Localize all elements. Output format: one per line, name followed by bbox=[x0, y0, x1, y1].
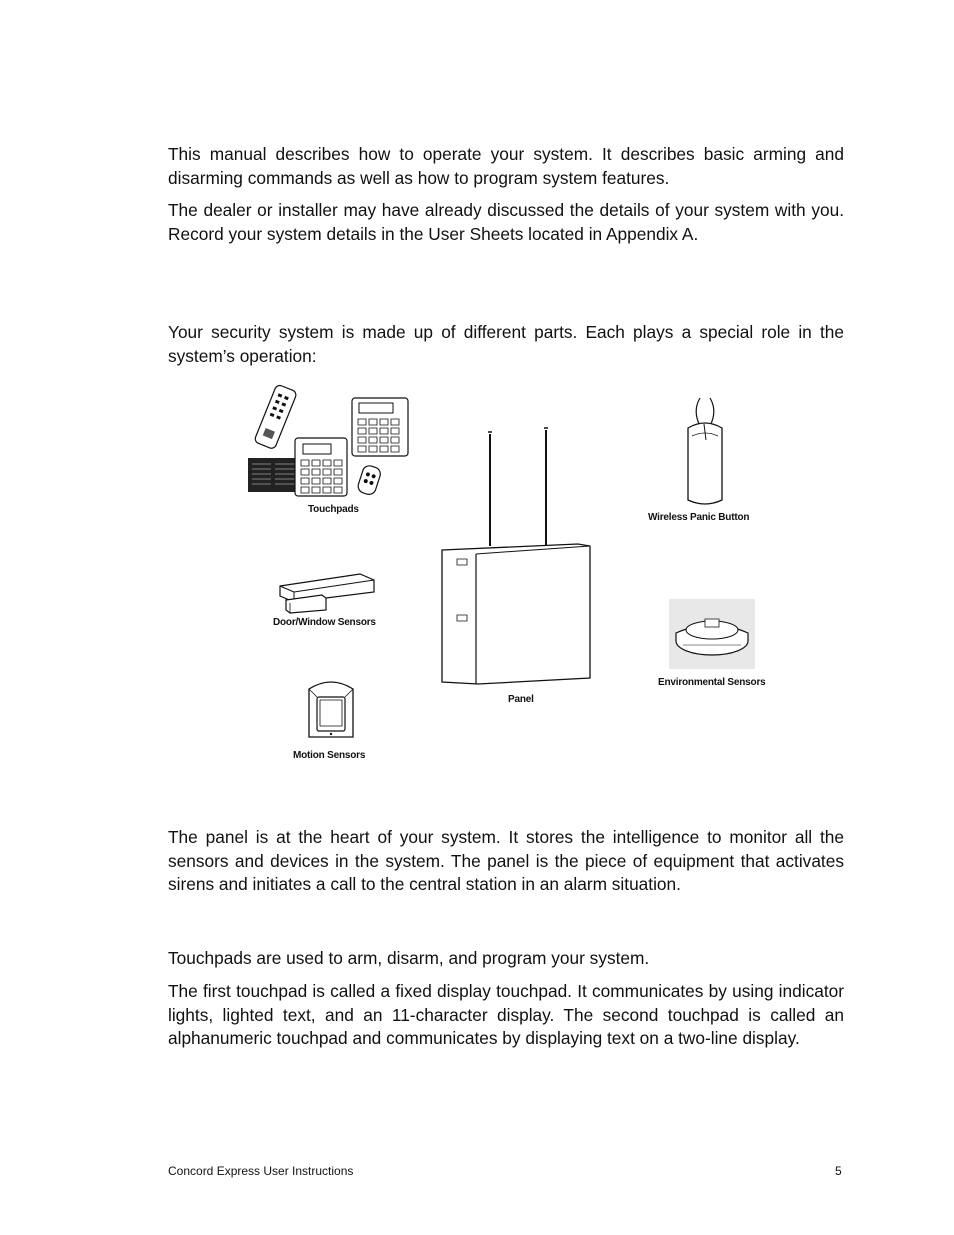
intro-paragraph-1: This manual describes how to operate your system. It describes basic arming and disarming commands as well as how to program system features. bbox=[168, 144, 844, 188]
environmental-sensors-illustration bbox=[669, 599, 755, 669]
wireless-panic-button-illustration bbox=[682, 396, 728, 508]
motion-sensors-label: Motion Sensors bbox=[293, 750, 366, 761]
environmental-sensors-label: Environmental Sensors bbox=[658, 677, 766, 688]
touchpad-types-paragraph: The first touchpad is called a fixed display touchpad. It communicates by using indicator lights, lighted text, and an 11-character display. The second touchpad is called an alphanumeric touchpad and communicates by displaying text on a two-line display. bbox=[168, 981, 844, 1048]
motion-sensors-illustration bbox=[305, 677, 357, 743]
page-number: 5 bbox=[835, 1164, 842, 1178]
touchpads-illustration bbox=[245, 380, 415, 500]
touchpads-paragraph: Touchpads are used to arm, disarm, and program your system. bbox=[168, 948, 650, 968]
system-parts-paragraph: Your security system is made up of different parts. Each plays a special role in the system’s operation: bbox=[168, 322, 844, 366]
door-window-sensors-label: Door/Window Sensors bbox=[273, 617, 376, 628]
door-window-sensors-illustration bbox=[278, 566, 378, 614]
touchpads-label: Touchpads bbox=[308, 504, 359, 515]
panel-illustration bbox=[440, 428, 592, 690]
panel-label: Panel bbox=[508, 694, 534, 705]
footer-title: Concord Express User Instructions bbox=[168, 1164, 354, 1178]
wireless-panic-button-label: Wireless Panic Button bbox=[648, 512, 750, 523]
intro-paragraph-2: The dealer or installer may have already discussed the details of your system with you. Record your system details in the User Sheets located in Appendix A. bbox=[168, 200, 844, 244]
panel-paragraph: The panel is at the heart of your system. It stores the intelligence to monitor all the sensors and devices in the system. The panel is the piece of equipment that activates sirens and initiates a call to the central station in an alarm situation. bbox=[168, 827, 844, 894]
